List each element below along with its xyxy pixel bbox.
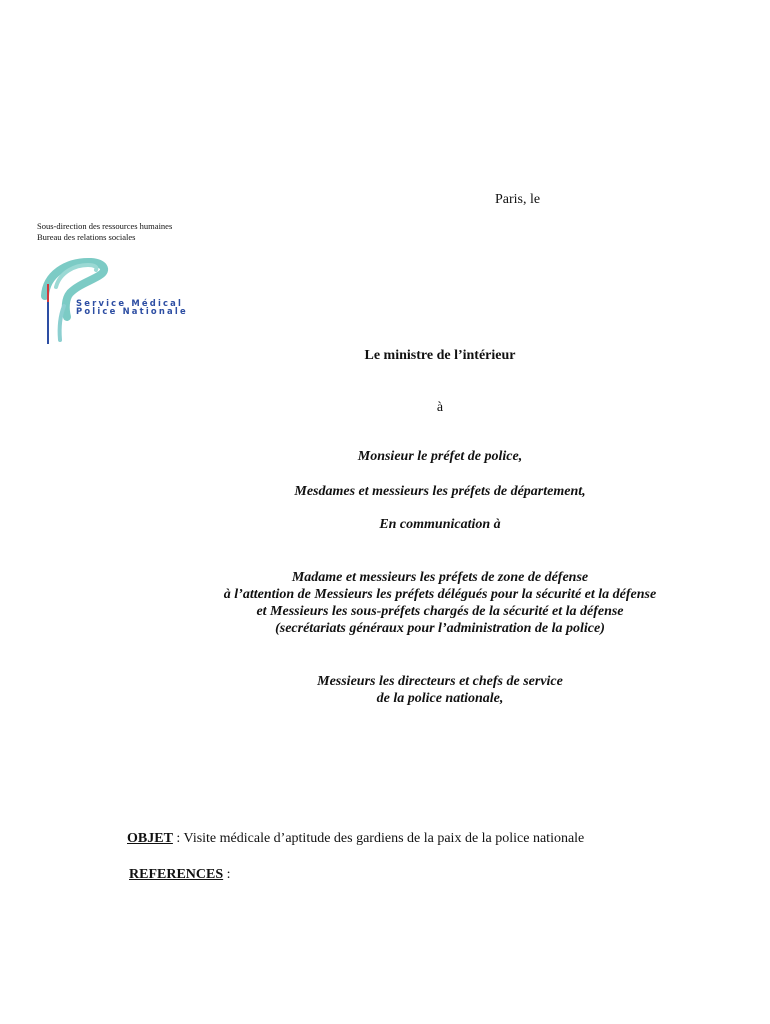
medical-logo-mark xyxy=(36,254,196,346)
communication-heading: En communication à xyxy=(379,517,501,532)
recipient-group-directors-line-2: de la police nationale, xyxy=(376,691,504,706)
recipient-group-directors xyxy=(0,673,770,707)
letter-title: Le ministre de l’intérieur xyxy=(364,348,516,363)
logo-lower-stroke xyxy=(60,306,64,340)
date-line: Paris, le xyxy=(495,192,541,207)
recipient-group-defense-line-2: à l’attention de Messieurs les préfets délégués pour la sécurité et la défense xyxy=(223,587,657,602)
recipient-group-defense xyxy=(0,569,770,637)
service-line-2: Bureau des relations sociales xyxy=(37,232,136,242)
logo-text-line-1: Service Médical xyxy=(76,298,184,308)
recipient-group-directors-line-1: Messieurs les directeurs et chefs de service xyxy=(317,674,563,689)
recipient-group-defense-line-1: Madame et messieurs les préfets de zone de défense xyxy=(291,570,589,585)
references-line xyxy=(129,867,231,883)
service-medical-logo xyxy=(36,254,196,346)
recipient-group-defense-line-3: et Messieurs les sous-préfets chargés de la sécurité et la défense xyxy=(256,604,624,619)
object-text: : Visite médicale d’aptitude des gardiens de la paix de la police nationale xyxy=(172,831,585,846)
object-line xyxy=(127,831,584,847)
service-heading xyxy=(37,221,172,243)
recipient-group-defense-line-4: (secrétariats généraux pour l’administration de la police) xyxy=(275,621,605,636)
recipient-police-prefect: Monsieur le préfet de police, xyxy=(357,449,523,464)
recipient-intro: à xyxy=(436,400,444,415)
references-label: REFERENCES xyxy=(129,867,224,882)
object-label: OBJET xyxy=(127,831,173,846)
logo-text-line-2: Police Nationale xyxy=(76,306,188,316)
recipient-department-prefects: Mesdames et messieurs les préfets de département, xyxy=(294,484,586,499)
references-text: : xyxy=(223,867,231,882)
service-line-1: Sous-direction des ressources humaines xyxy=(37,221,173,231)
